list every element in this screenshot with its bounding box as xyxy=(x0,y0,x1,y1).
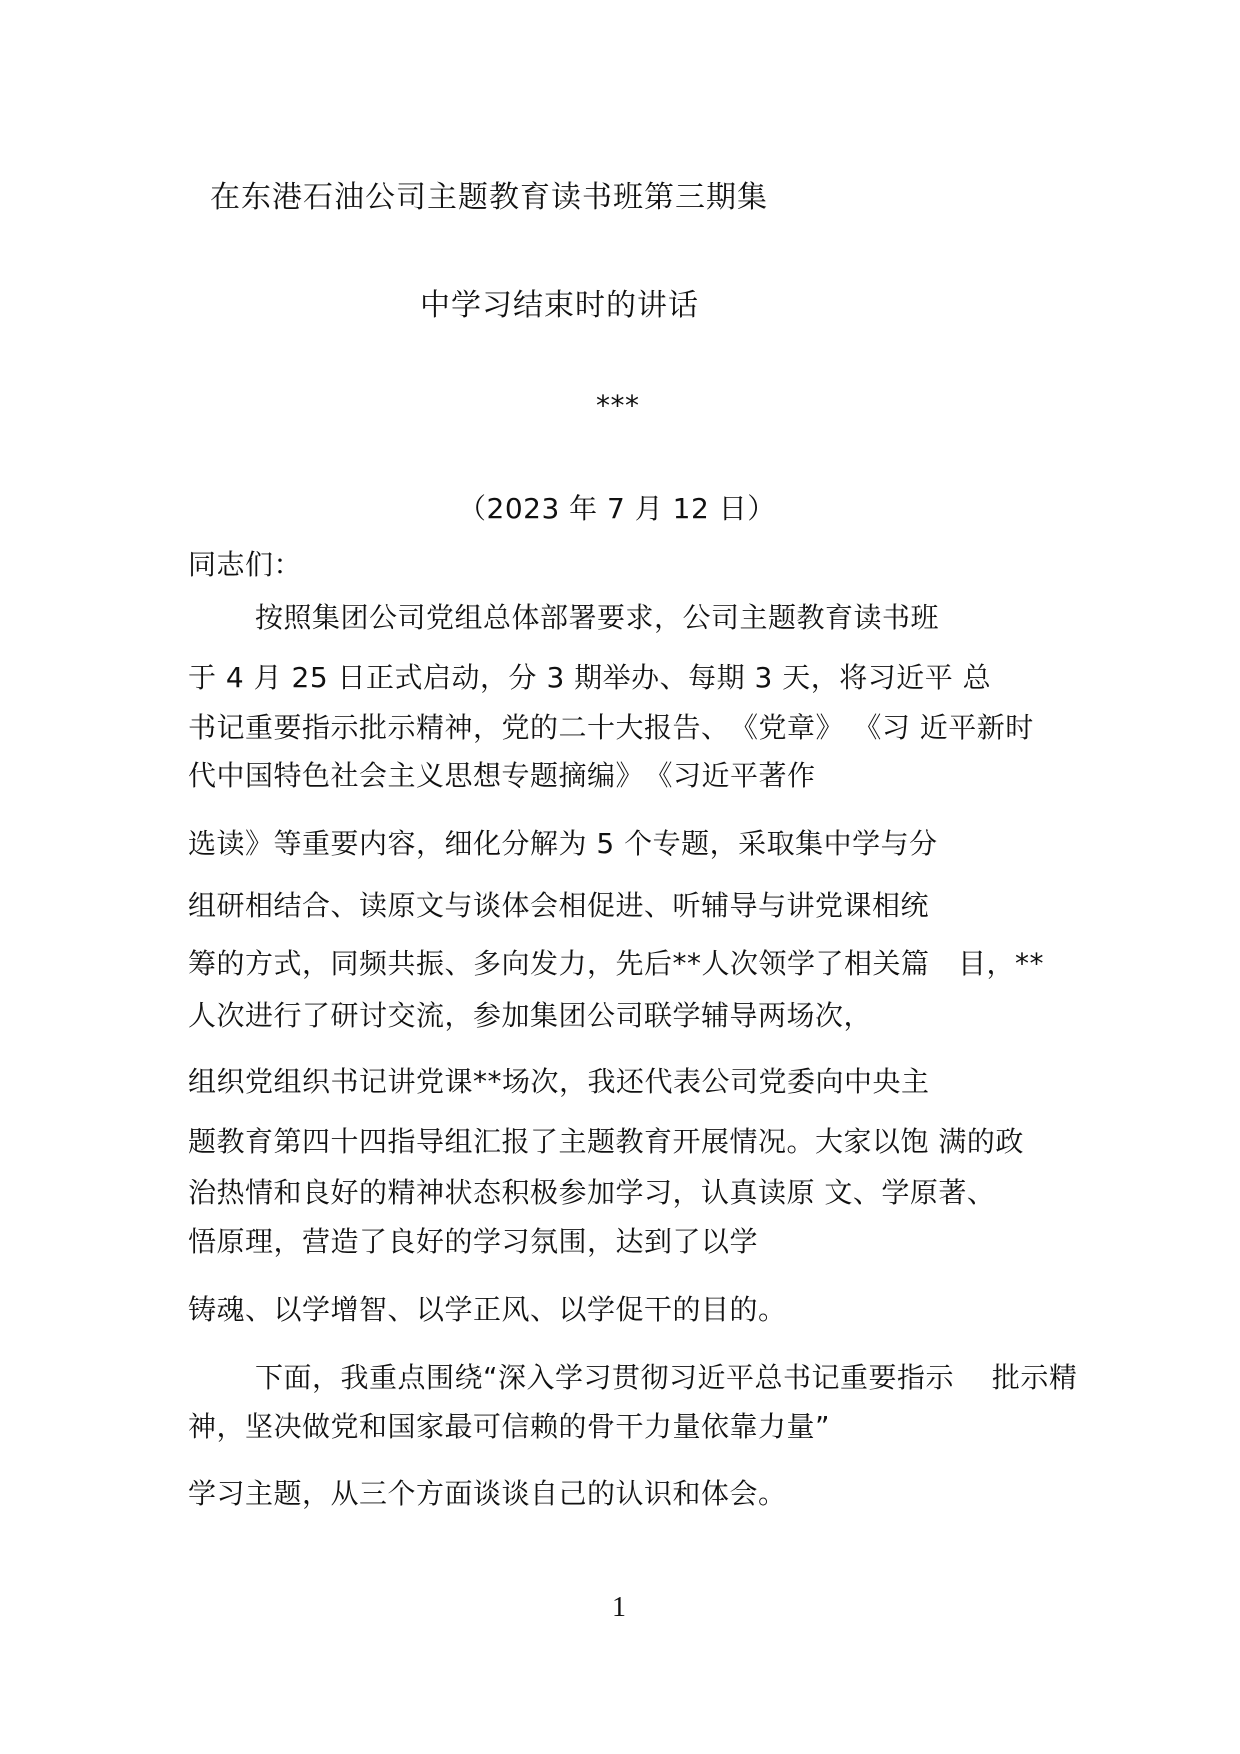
salutation: 同志们： xyxy=(188,548,303,581)
body-line: 书记重要指示批示精神，党的二十大报告、 《党章》 《习 近平新时 xyxy=(188,711,1034,744)
body-line: 铸魂、以学增智、以学正风、以学促干的目的。 xyxy=(188,1293,787,1326)
body-line: 选读》等重要内容，细化分解为 5 个专题，采取集中学与分 xyxy=(188,827,938,860)
body-line: 学习主题，从三个方面谈谈自己的认识和体会。 xyxy=(188,1477,787,1510)
body-line: 人次进行了研讨交流，参加集团公司联学辅导两场次， xyxy=(188,999,873,1032)
body-line: 筹的方式，同频共振、多向发力，先后**人次领学了相关篇 目，** xyxy=(188,947,1045,980)
body-line: 按照集团公司党组总体部署要求，公司主题教育读书班 xyxy=(255,601,940,634)
document-title-line-1: 在东港石油公司主题教育读书班第三期集 xyxy=(210,180,768,215)
document-title-line-2: 中学习结束时的讲话 xyxy=(420,288,699,323)
body-line: 组研相结合、读原文与谈体会相促进、听辅导与讲党课相统 xyxy=(188,889,930,922)
body-line: 治热情和良好的精神状态积极参加学习，认真读原 文、学原著、 xyxy=(188,1176,996,1209)
body-line: 下面，我重点围绕“深入学习贯彻习近平总书记重要指示 批示精 xyxy=(255,1361,1078,1394)
page-number: 1 xyxy=(612,1592,626,1623)
body-line: 组织党组织书记讲党课**场次，我还代表公司党委向中央主 xyxy=(188,1065,930,1098)
body-line: 于 4 月 25 日正式启动，分 3 期举办、每期 3 天，将习近平 总 xyxy=(188,661,992,694)
body-line: 神，坚决做党和国家最可信赖的骨干力量依靠力量” xyxy=(188,1410,831,1443)
body-line: 代中国特色社会主义思想专题摘编》 《习近平著作 xyxy=(188,759,816,792)
body-line: 悟原理，营造了良好的学习氛围，达到了以学 xyxy=(188,1225,759,1258)
speech-date: （2023 年 7 月 12 日） xyxy=(458,492,776,525)
author-placeholder: *** xyxy=(596,389,640,422)
body-line: 题教育第四十四指导组汇报了主题教育开展情况。大家以饱 满的政 xyxy=(188,1125,1024,1158)
